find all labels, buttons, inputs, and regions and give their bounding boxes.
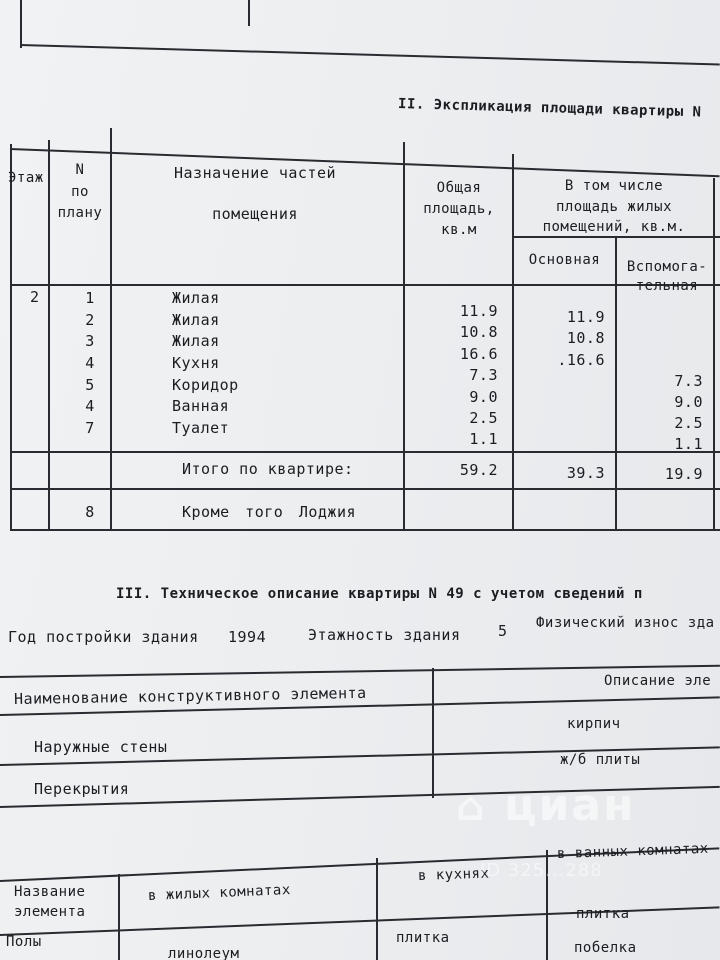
header-plan-no-2: по: [71, 184, 89, 200]
header-plan-no-3: плану: [57, 205, 103, 221]
ft-header-name-1: Название: [14, 884, 86, 900]
total-label: Итого по квартире:: [182, 460, 354, 478]
ft-col-line-1: [118, 874, 120, 960]
row-room-name: Жилая: [172, 311, 220, 329]
total-aux-area: 19.9: [664, 465, 703, 483]
year-label: Год постройки здания: [8, 628, 199, 646]
header-main: Основная: [528, 252, 601, 268]
row-main-area: 10.8: [566, 329, 605, 347]
floors-label: Этажность здания: [308, 626, 461, 644]
watermark-logo: [456, 780, 636, 831]
header-aux-1: Вспомога-: [626, 259, 708, 275]
left-edge: [20, 0, 22, 48]
row-room-name: Туалет: [172, 419, 230, 437]
section3-title: III. Техническое описание квартиры N 49 с учетом сведений п: [116, 586, 643, 602]
rows-bottom-rule: [10, 451, 720, 453]
ft-row-kitchen: плитка: [396, 930, 450, 946]
ft-header-bath: в ванных комнатах: [556, 840, 709, 862]
row-total-area: 11.9: [459, 302, 498, 320]
wear-label: Физический износ зда: [536, 615, 715, 631]
section2-title: II. Экспликация площади квартиры N: [397, 96, 702, 121]
row-aux-area: 1.1: [674, 435, 703, 453]
top-divider: [248, 0, 250, 26]
year-value: 1994: [228, 628, 267, 646]
ft-row-bath-1: плитка: [576, 906, 630, 922]
row-main-area: .16.6: [557, 351, 605, 369]
total-area: 59.2: [459, 461, 498, 479]
header-plan-no-1: N: [75, 162, 85, 178]
floors-value: 5: [498, 622, 508, 640]
header-incl-1: В том числе: [564, 178, 664, 194]
header-floor: Этаж: [8, 170, 44, 186]
ft-header-name-2: элемента: [14, 904, 86, 920]
total-main-area: 39.3: [566, 464, 605, 482]
header-bottom-rule: [10, 284, 720, 286]
row-room-name: Жилая: [172, 332, 220, 350]
row-total-area: 9.0: [469, 388, 498, 406]
floor-value: 2: [30, 288, 40, 306]
row-main-area: 11.9: [566, 308, 605, 326]
row-plan-no: 1: [85, 289, 95, 307]
header-aux-2: тельная: [635, 278, 699, 294]
row-room-name: Ванная: [172, 397, 230, 415]
row-plan-no: 7: [85, 419, 95, 437]
header-total-2: площадь,: [423, 201, 495, 217]
header-purpose-2: помещения: [212, 205, 298, 223]
row-plan-no: 4: [85, 397, 95, 415]
header-incl-3: помещений, кв.м.: [542, 219, 686, 235]
subheader-rule: [514, 236, 720, 238]
house-icon: ⌂: [456, 784, 487, 830]
col-line-0: [10, 144, 12, 530]
row-room-name: Кухня: [172, 354, 220, 372]
header-incl-2: площадь жилых: [555, 199, 673, 215]
ct-row-name: Наружные стены: [34, 738, 168, 756]
row-total-area: 16.6: [459, 345, 498, 363]
row-aux-area: 2.5: [674, 414, 703, 432]
ft-header-living: в жилых комнатах: [147, 882, 292, 904]
ft-row-living: линолеум: [168, 946, 240, 960]
extra-plan-no: 8: [85, 503, 95, 521]
ct-header-desc: Описание эле: [604, 673, 712, 689]
ft-col-line-2: [376, 858, 378, 960]
watermark-code: ID 325...288: [480, 860, 603, 881]
total-bottom-rule: [10, 488, 720, 490]
ct-row-name: Перекрытия: [34, 780, 130, 798]
ft-header-kitchen: в кухнях: [417, 865, 490, 884]
row-total-area: 1.1: [469, 430, 498, 448]
top-rule: [20, 44, 720, 65]
ct-row-desc: кирпич: [567, 716, 621, 732]
extra-label: Кроме того Лоджия: [182, 503, 357, 521]
row-plan-no: 4: [85, 354, 95, 372]
ct-header-name: Наименование конструктивного элемента: [13, 683, 367, 708]
ct-col-line: [432, 668, 434, 798]
ct-row-desc: ж/б плиты: [560, 752, 641, 768]
row-aux-area: 7.3: [674, 372, 703, 390]
header-total-3: кв.м: [441, 222, 477, 238]
col-line-2: [110, 128, 112, 530]
row-total-area: 7.3: [469, 366, 498, 384]
row-room-name: Жилая: [172, 289, 220, 307]
row-room-name: Коридор: [172, 376, 239, 394]
row-total-area: 2.5: [469, 409, 498, 427]
ft-row-bath-2: побелка: [574, 940, 637, 956]
row-plan-no: 2: [85, 311, 95, 329]
row-plan-no: 3: [85, 332, 95, 350]
row-plan-no: 5: [85, 376, 95, 394]
ft-row-name: Полы: [6, 934, 42, 950]
extra-bottom-rule: [10, 529, 720, 531]
header-purpose-1: Назначение частей: [173, 164, 337, 182]
header-total-1: Общая: [436, 180, 482, 196]
row-aux-area: 9.0: [674, 393, 703, 411]
watermark-brand: циан: [503, 780, 636, 831]
row-total-area: 10.8: [459, 323, 498, 341]
